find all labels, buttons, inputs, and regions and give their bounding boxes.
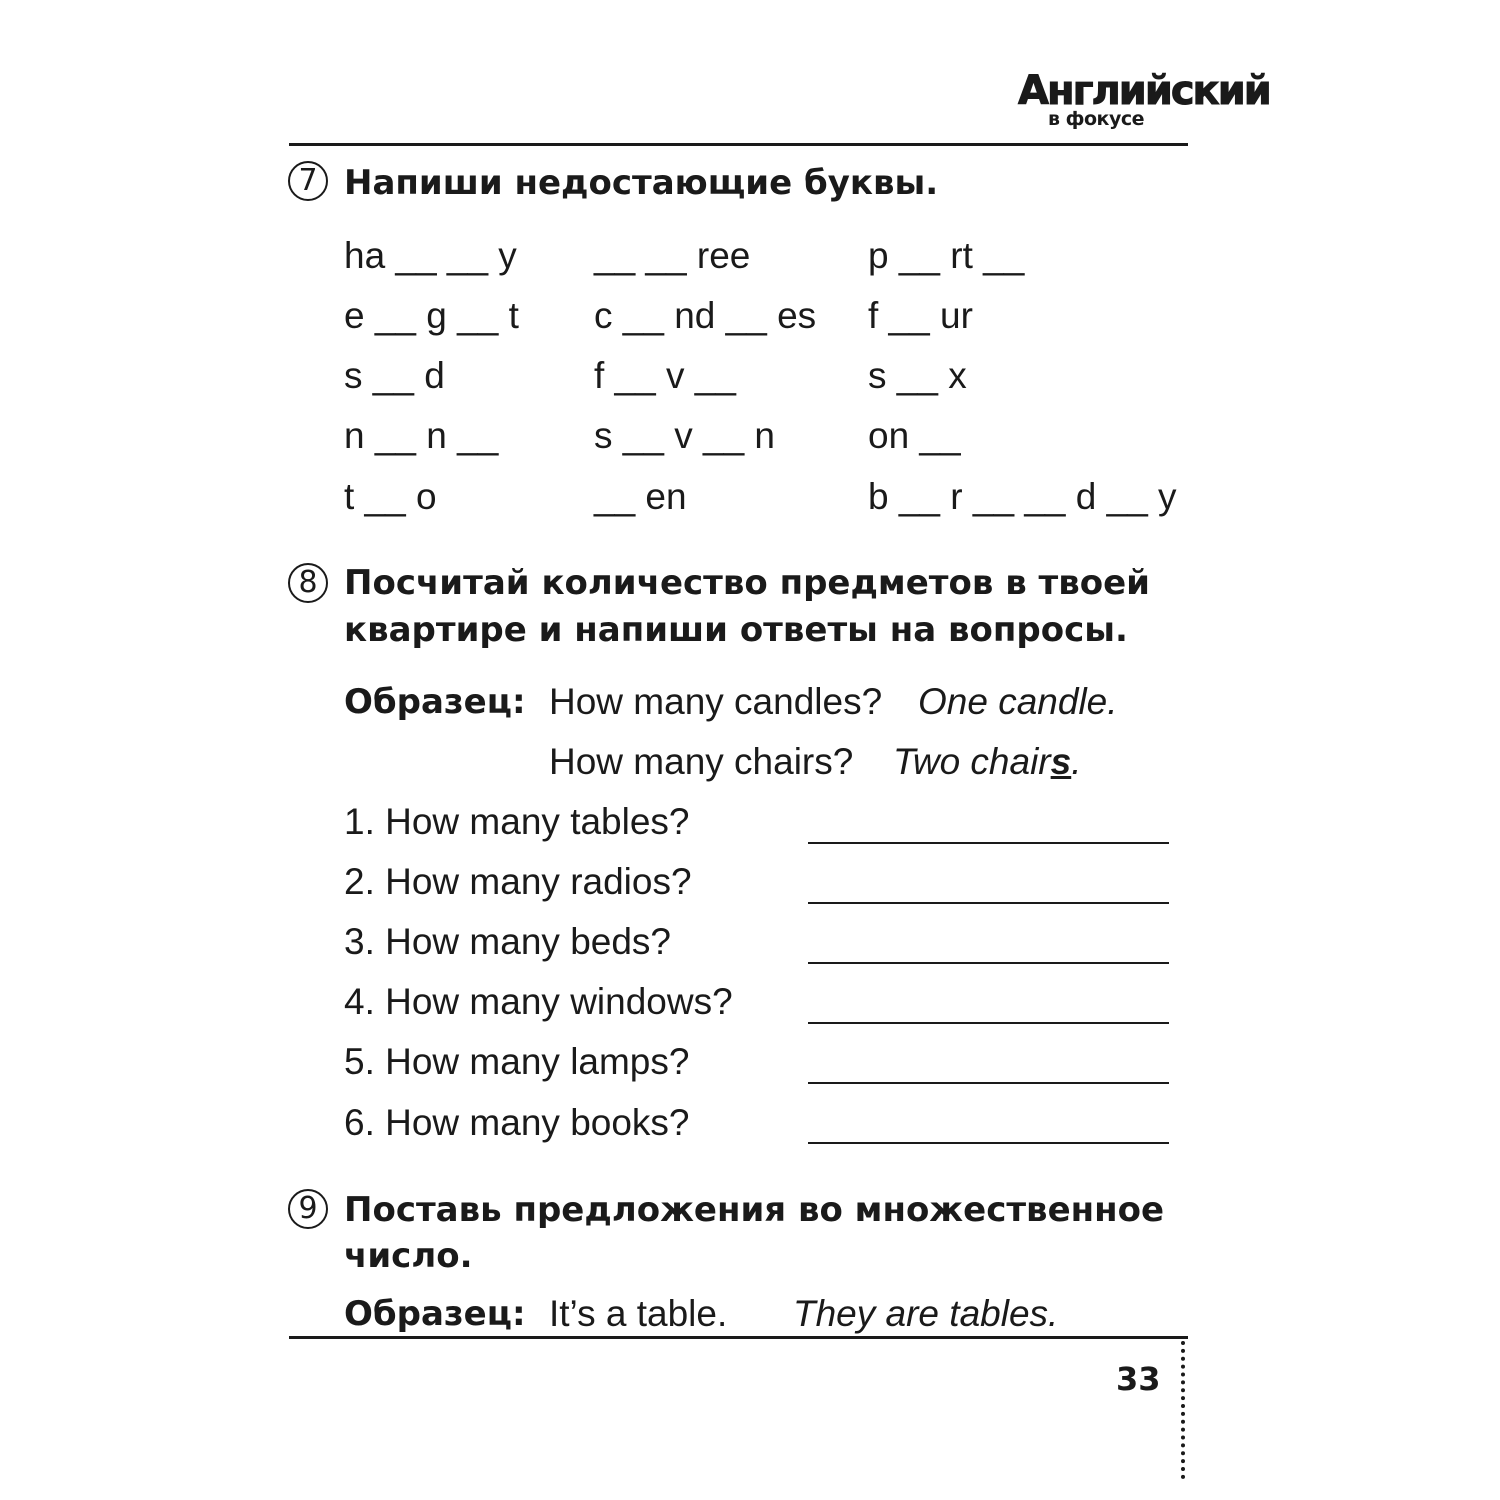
word-item: __ en [594,476,687,517]
question-item: 5. How many lamps? [344,1041,690,1082]
word-item: n __ n __ [344,415,499,456]
word-item: c __ nd __ es [594,295,817,336]
sample2-answer-period: . [1071,741,1082,782]
exercise-7-title: Напиши недостающие буквы. [344,163,939,203]
logo-title: Английский [1018,68,1270,114]
sample-sentence: It’s a table. [549,1293,728,1334]
sample2-answer-text: Two chair [893,741,1051,782]
sample-plural-sentence: They are tables. [793,1293,1059,1334]
word-item: s __ v __ n [594,415,776,456]
bottom-divider [289,1336,1188,1339]
sample-label: Образец: [344,682,526,722]
sample1-answer: One candle. [918,681,1118,722]
answer-line[interactable] [808,1082,1169,1084]
word-item: b __ r __ __ d __ y [868,476,1177,517]
word-item: t __ o [344,476,437,517]
question-item: 6. How many books? [344,1102,690,1143]
question-item: 2. How many radios? [344,861,692,902]
exercise-8-number: 8 [288,563,328,603]
sample2-question: How many chairs? [549,741,854,782]
word-item: e __ g __ t [344,295,519,336]
word-item: on __ [868,415,961,456]
word-item: f __ v __ [594,355,736,396]
question-item: 1. How many tables? [344,801,690,842]
exercise-9-number: 9 [288,1189,328,1229]
answer-line[interactable] [808,1142,1169,1144]
exercise-8-title-line2: квартире и напиши ответы на вопросы. [344,610,1128,650]
word-item: __ __ ree [594,235,751,276]
answer-line[interactable] [808,1022,1169,1024]
plural-suffix: s [1050,741,1072,782]
word-item: f __ ur [868,295,973,336]
sample2-answer [893,740,1082,784]
answer-line[interactable] [808,842,1169,844]
sample1-question: How many candles? [549,681,883,722]
logo-subtitle: в фокусе [1048,108,1144,130]
question-item: 4. How many windows? [344,981,733,1022]
sample-label: Образец: [344,1294,526,1334]
exercise-9-title-line2: число. [344,1236,473,1276]
answer-line[interactable] [808,962,1169,964]
word-item: ha __ __ y [344,235,517,276]
question-item: 3. How many beds? [344,921,672,962]
word-item: s __ x [868,355,967,396]
exercise-7-number: 7 [288,161,328,201]
exercise-8-title-line1: Посчитай количество предметов в твоей [344,563,1151,603]
exercise-9-title-line1: Поставь предложения во множественное [344,1190,1165,1230]
page-number: 33 [1116,1360,1161,1398]
answer-line[interactable] [808,902,1169,904]
word-item: p __ rt __ [868,235,1025,276]
dotted-cut-line [1181,1341,1185,1479]
word-item: s __ d [344,355,445,396]
top-divider [289,143,1188,146]
